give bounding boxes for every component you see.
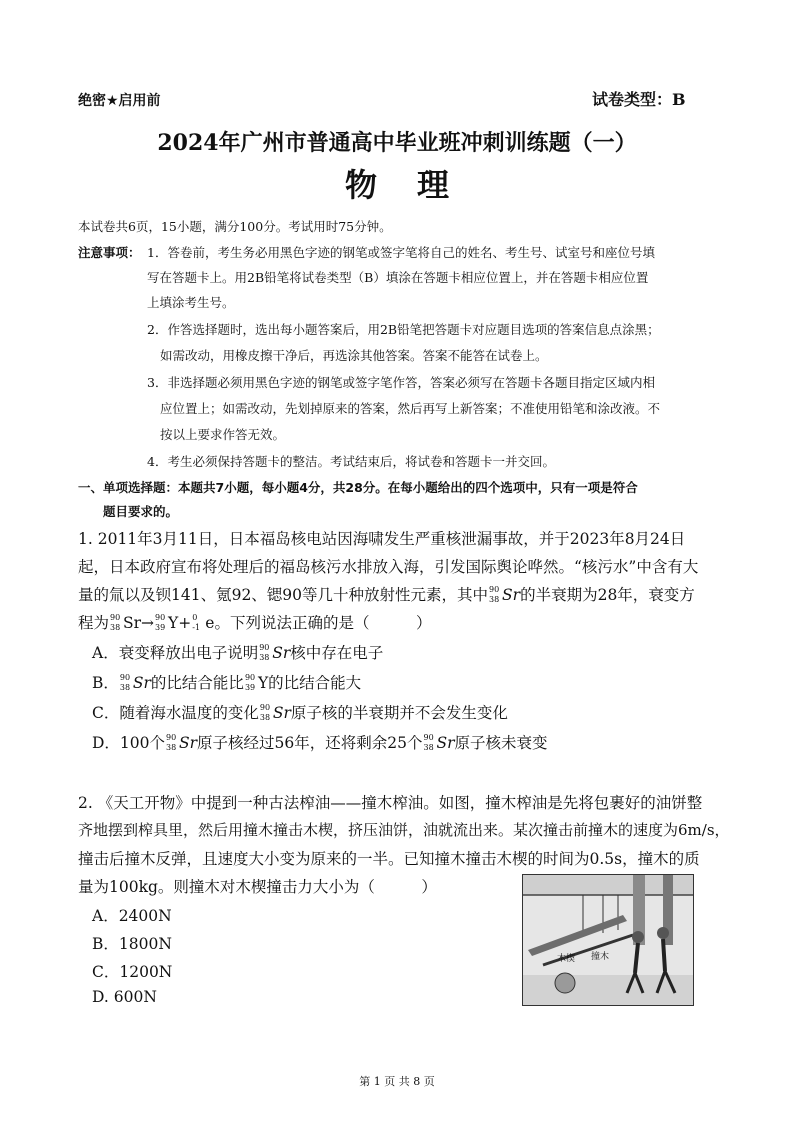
q1-option-c: C．随着海水温度的变化 90 38 Sr原子核的半衰期并不会发生变化 [92, 703, 508, 722]
oil-press-drawing [523, 875, 693, 1005]
q1-line-4: 程为 90 38 Sr→ 90 39 Y+ 0 -1 e。下列说法正确的是（ ） [78, 613, 432, 632]
note-2-line-2: 如需改动，用橡皮擦干净后，再选涂其他答案。答案不能答在试卷上。 [160, 348, 548, 363]
q2-line-4: 量为100kg。则撞木对木楔撞击力大小为（ ） [78, 878, 437, 896]
q1-line-2: 起，日本政府宣布将处理后的福岛核污水排放入海，引发国际舆论哗然。“核污水”中含有大 [78, 558, 699, 576]
q2-option-d: D. 600N [92, 988, 157, 1006]
intro-text: 本试卷共6页，15小题，满分100分。考试用时75分钟。 [78, 219, 392, 234]
ram-label: 撞木 [591, 952, 610, 962]
q2-option-a: A．2400N [92, 907, 172, 925]
q1-line-3: 量的氚以及钡141、氪92、锶90等几十种放射性元素，其中 90 38 Sr的半衰期为28年，衰变方 [78, 585, 695, 604]
q1-line-1: 1. 2011年3月11日，日本福岛核电站因海啸发生严重核泄漏事故，并于2023年8月24日 [78, 530, 686, 548]
q2-option-b: B．1800N [92, 935, 172, 953]
isotope-sr90: 90 38 [489, 585, 500, 604]
section-heading-cont: 题目要求的。 [103, 504, 179, 519]
note-4-line-1: 4．考生必须保持答题卡的整洁。考试结束后，将试卷和答题卡一并交回。 [147, 454, 555, 469]
note-1-line-1: 1．答卷前，考生务必用黑色字迹的钢笔或签字笔将自己的姓名、考生号、试室号和座位号填 [147, 245, 655, 260]
note-3-line-3: 按以上要求作答无效。 [160, 427, 286, 442]
confidential-mark: 绝密★启用前 [78, 93, 161, 109]
q2-line-1: 2. 《天工开物》中提到一种古法榨油——撞木榨油。如图，撞木榨油是先将包裹好的油饼整 [78, 794, 703, 812]
isotope-y90: 90 39 [155, 613, 166, 632]
section-heading: 一、单项选择题：本题共7小题，每小题4分，共28分。在每小题给出的四个选项中，只有一项是符合 [78, 480, 638, 495]
note-2-line-1: 2．作答选择题时，选出每小题答案后，用2B铅笔把答题卡对应题目选项的答案信息点涂黑； [147, 322, 660, 337]
note-1-line-2: 写在答题卡上。用2B铅笔将试卷类型（B）填涂在答题卡相应位置上，并在答题卡相应位置 [147, 270, 649, 285]
page-footer: 第 1 页 共 8 页 [359, 1075, 435, 1088]
q2-option-c: C．1200N [92, 963, 173, 981]
note-1-line-3: 上填涂考生号。 [147, 295, 235, 310]
subject-title: 物理 [344, 166, 489, 204]
q1-option-a: A．衰变释放出电子说明 90 38 Sr核中存在电子 [92, 643, 384, 662]
arrow-icon: → [141, 614, 155, 632]
note-3-line-2: 应位置上；如需改动，先划掉原来的答案，然后再写上新答案；不准使用铅笔和涂改液。不 [160, 401, 661, 416]
wedge-label: 木楔 [557, 954, 576, 964]
oil-press-illustration [522, 874, 694, 1006]
paper-type: 试卷类型：B [592, 90, 686, 109]
q1-option-d: D．100个 90 38 Sr原子核经过56年，还将剩余25个 90 38 Sr原子核未衰变 [92, 733, 548, 752]
note-3-line-1: 3．非选择题必须用黑色字迹的钢笔或签字笔作答，答案必须写在答题卡各题目指定区域内相 [147, 375, 655, 390]
electron-symbol: 0 -1 [192, 613, 201, 632]
notes-label: 注意事项： [78, 245, 141, 260]
q2-line-2: 齐地摆到榨具里，然后用撞木撞击木楔，挤压油饼，油就流出来。某次撞击前撞木的速度为6m/s， [78, 821, 730, 839]
q1-option-b: B． 90 38 Sr的比结合能比 90 39 Y的比结合能大 [92, 673, 362, 692]
exam-title: 2024年广州市普通高中毕业班冲刺训练题（一） [157, 130, 637, 156]
q2-line-3: 撞击后撞木反弹，且速度大小变为原来的一半。已知撞木撞击木楔的时间为0.5s，撞木的质 [78, 850, 700, 868]
isotope-sr90: 90 38 [110, 613, 121, 632]
